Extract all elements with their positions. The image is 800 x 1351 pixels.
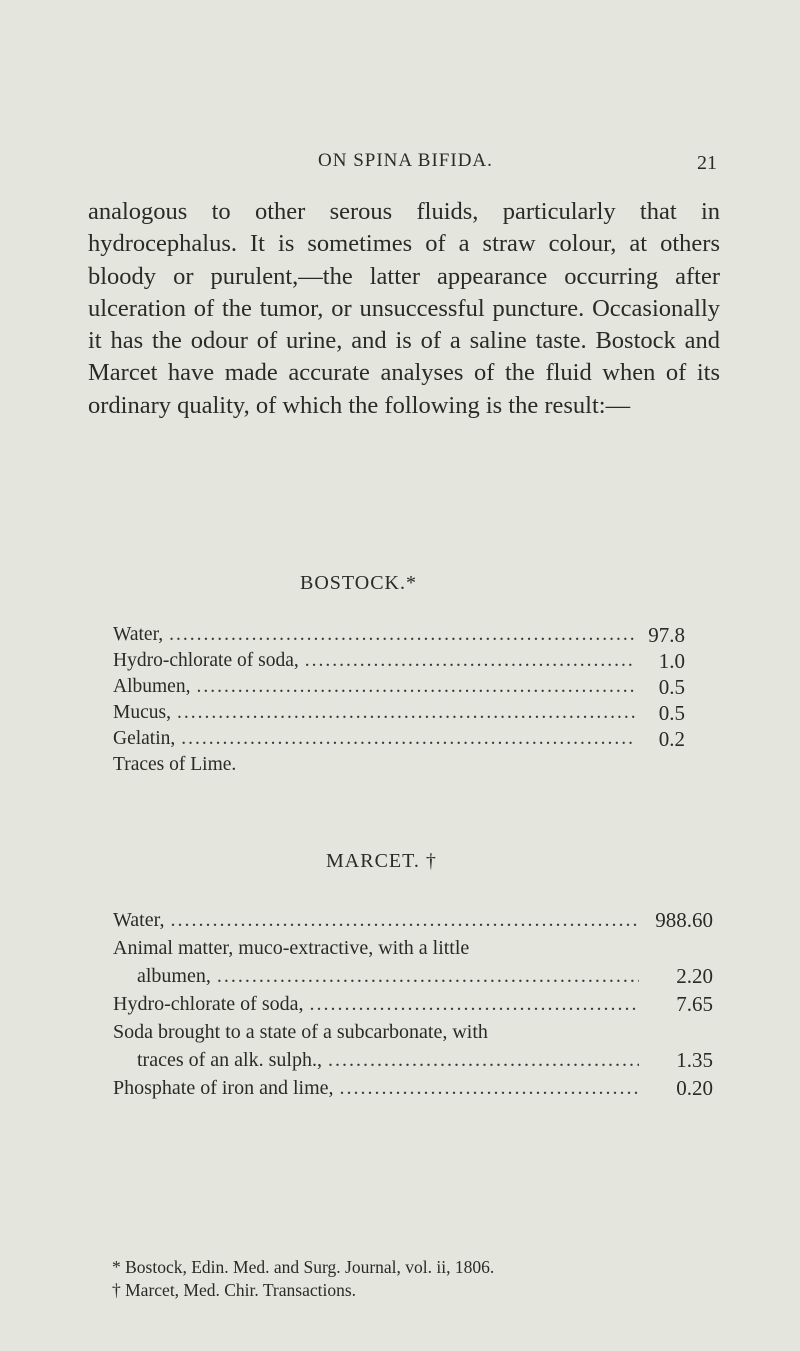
leader-dots	[310, 990, 640, 1018]
leader-dots	[305, 648, 635, 674]
row-value: 1.0	[658, 649, 685, 673]
marcet-heading: MARCET. †	[326, 850, 437, 872]
table-row-first-line	[113, 934, 713, 962]
leader-dots	[196, 674, 635, 700]
row-label: Phosphate of iron and lime,	[113, 1077, 334, 1099]
row-value: 7.65	[676, 992, 713, 1016]
row-label: Water,	[113, 624, 164, 645]
bostock-heading: BOSTOCK.*	[300, 572, 417, 594]
table-row	[113, 962, 713, 990]
row-value: 0.5	[658, 701, 685, 725]
page-number: 21	[697, 152, 717, 174]
traces-note: Traces of Lime.	[113, 754, 237, 775]
leader-dots	[181, 726, 635, 752]
row-value: 0.2	[658, 727, 685, 751]
table-row	[113, 700, 685, 726]
body-paragraph: analogous to other serous fluids, particularly that in hydrocephalus. It is sometimes of a straw colour, at others bloody or purulent,—the latter appearance occurring after ulceration of the tumor, or unsuccessful puncture. Occasionally it has the odour of urine, and is of a saline taste. Bostock and Marcet have made accurate analyses of the fluid when of its ordinary quality, of which the following is the result:—	[88, 198, 720, 419]
footnote-marcet: † Marcet, Med. Chir. Transactions.	[112, 1280, 357, 1300]
leader-dots	[328, 1046, 639, 1074]
row-label: Mucus,	[113, 702, 171, 723]
table-row	[113, 726, 685, 752]
row-value: 97.8	[648, 623, 685, 647]
table-row	[113, 674, 685, 700]
leader-dots	[340, 1074, 639, 1102]
table-row	[113, 1046, 713, 1074]
row-value: 0.5	[658, 675, 685, 699]
row-label: Hydro-chlorate of soda,	[113, 993, 304, 1015]
row-label: Hydro-chlorate of soda,	[113, 650, 299, 671]
table-row-first-line	[113, 1018, 713, 1046]
row-label-line1: Animal matter, muco-extractive, with a little	[113, 937, 470, 959]
running-title: ON SPINA BIFIDA.	[318, 150, 493, 171]
row-value: 0.20	[676, 1076, 713, 1100]
row-value: 988.60	[655, 908, 713, 932]
row-label: Water,	[113, 909, 165, 931]
leader-dots	[170, 906, 639, 934]
row-value: 1.35	[676, 1048, 713, 1072]
table-note-row	[113, 752, 685, 778]
table-row	[113, 648, 685, 674]
leader-dots	[169, 622, 635, 648]
bostock-analysis-table	[113, 622, 685, 778]
row-label: Gelatin,	[113, 728, 176, 749]
table-row	[113, 990, 713, 1018]
footnotes	[112, 1256, 494, 1302]
row-label: traces of an alk. sulph.,	[137, 1049, 322, 1071]
leader-dots	[217, 962, 639, 990]
row-label-line1: Soda brought to a state of a subcarbonate, with	[113, 1021, 488, 1043]
footnote-bostock: * Bostock, Edin. Med. and Surg. Journal, vol. ii, 1806.	[112, 1257, 495, 1277]
row-label: albumen,	[137, 965, 211, 987]
row-value: 2.20	[676, 964, 713, 988]
row-label: Albumen,	[113, 676, 191, 697]
table-row	[113, 906, 713, 934]
table-row	[113, 1074, 713, 1102]
leader-dots	[177, 700, 635, 726]
marcet-analysis-table	[113, 906, 713, 1102]
table-row	[113, 622, 685, 648]
